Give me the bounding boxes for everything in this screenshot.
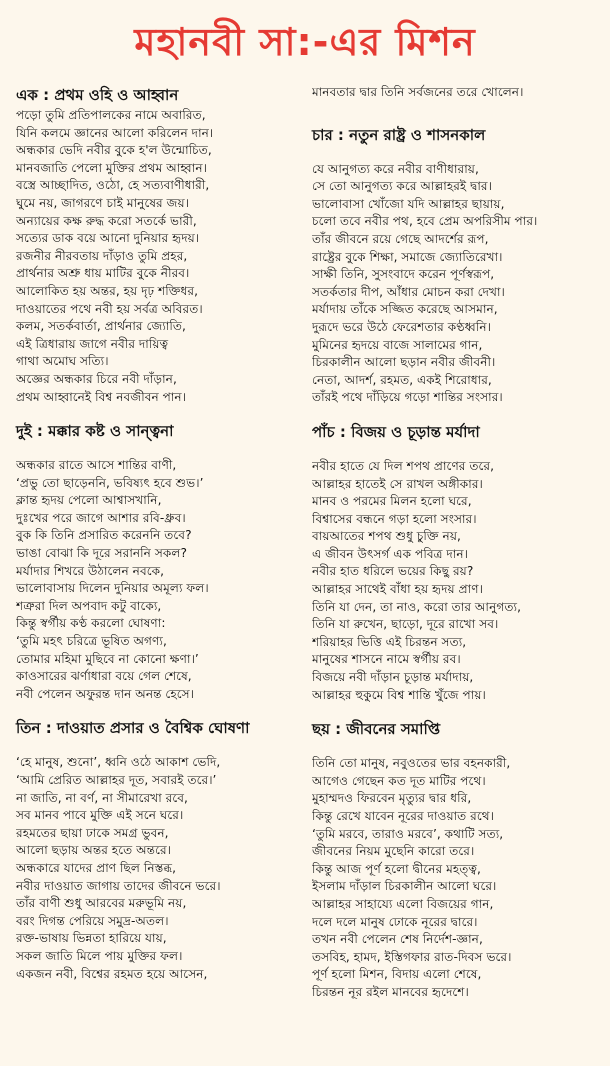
poem-line: চিরকালীন আলো ছড়ান নবীর জীবনী। bbox=[312, 355, 496, 370]
poem-line: বিশ্বাসের বন্ধনে গড়া হলো সংসার। bbox=[312, 511, 477, 526]
poem-line: মানব ও পরমের মিলন হলো ঘরে, bbox=[312, 494, 472, 509]
poem-line: শত্রুরা দিল অপবাদ কটু বাক্যে, bbox=[16, 598, 162, 613]
lead-spacer bbox=[312, 102, 598, 110]
heading-spacer bbox=[312, 147, 598, 161]
section-heading: দুই : মক্কার কষ্ট ও সান্ত্বনা bbox=[16, 422, 174, 441]
poem-line: বায়আতের শপথ শুধু চুক্তি নয়, bbox=[312, 529, 461, 544]
poem-line: যে আনুগত্য করে নবীর বাণীধারায়, bbox=[312, 161, 479, 176]
section-poem bbox=[16, 754, 302, 983]
poem-line: মর্যাদার শিখরে উঠালেন নবকে, bbox=[16, 563, 165, 578]
poem-line: মুহাম্মদও ফিরবেন মৃত্যুর দ্বার ধরি, bbox=[312, 791, 472, 806]
poem-line: নবীর হাতে যে দিল শপথ প্রাণের তরে, bbox=[312, 458, 495, 473]
poem-line: কিন্তু স্বর্গীয় কণ্ঠ করলো ঘোষণা: bbox=[16, 616, 166, 631]
section-poem bbox=[16, 457, 302, 703]
poem-line: প্রার্থনার অশ্রু ধায় মাটির বুকে নীরব। bbox=[16, 266, 190, 281]
poem-line: গাথা অমোঘ সত্যি। bbox=[16, 354, 109, 369]
poem-line: পড়ো তুমি প্রতিপালকের নামে অবারিত, bbox=[16, 108, 206, 122]
poem-line: মর্যাদায় তাঁকে সজ্জিত করেছে আসমান, bbox=[312, 302, 498, 317]
section-two bbox=[16, 420, 302, 703]
poem-line: আল্লাহর হুকুমে বিশ্ব শান্তি খুঁজে পায়। bbox=[312, 687, 486, 702]
poem-line: দুরূদে ভরে উঠে ফেরেশতার কণ্ঠধ্বনি। bbox=[312, 319, 492, 334]
poem-line: ‘তুমি মরবে, তারাও মরবে’, কথাটি সত্য, bbox=[312, 826, 504, 841]
poem-line: আল্লাহর সাহায্যে এলো বিজয়ের গান, bbox=[312, 896, 494, 911]
poem-line: তিনি যা দেন, তা নাও, করো তার আনুগত্য, bbox=[312, 599, 521, 614]
poem-line: অন্ধকার রাতে আসে শান্তির বাণী, bbox=[16, 458, 177, 473]
section-four bbox=[312, 124, 598, 407]
heading-spacer bbox=[312, 741, 598, 755]
section-heading: এক : প্রথম ওহি ও আহ্বান bbox=[16, 86, 179, 104]
section-five bbox=[312, 421, 598, 704]
page-title: মহানবী সা:-এর মিশন bbox=[134, 20, 476, 64]
poem-line: ‘আমি প্রেরিত আল্লাহর দূত, সবারই তরে।’ bbox=[16, 773, 217, 787]
heading-spacer bbox=[16, 740, 302, 754]
poem-line: তসবিহ, হামদ, ইস্তিগফার রাত-দিবস ভরে। bbox=[312, 949, 512, 964]
poem-line: রজনীর নীরবতায় দাঁড়াও তুমি প্রহর, bbox=[16, 248, 188, 263]
section-poem bbox=[312, 458, 598, 704]
heading-spacer bbox=[312, 444, 598, 458]
poem-line: নেতা, আদর্শ, রহমত, একই শিরোধার, bbox=[312, 372, 492, 387]
poem-line: বস্ত্রে আচ্ছাদিত, ওঠো, হে সত্যবাণীধারী, bbox=[16, 178, 210, 193]
poem-line: তাঁরই পথে দাঁড়িয়ে গড়ো শান্তির সংসার। bbox=[312, 390, 503, 405]
poem-line: শরিয়াহর ভিত্তি এই চিরন্তন সত্য, bbox=[312, 634, 467, 649]
poem-line: মুমিনের হৃদয়ে বাজে সালামের গান, bbox=[312, 337, 483, 352]
poem-line: অন্ধকার ভেদি নবীর বুকে হ'ল উন্মোচিত, bbox=[16, 143, 212, 158]
poem-line: চিরন্তন নূর রইল মানবের হৃদেশে। bbox=[312, 984, 469, 999]
poem-line: দুঃখের পরে জাগে আশার রবি-ধ্রুব। bbox=[16, 510, 186, 525]
section-heading: পাঁচ : বিজয় ও চূড়ান্ত মর্যাদা bbox=[312, 422, 480, 441]
poem-line: ভালোবাসা খোঁজো যদি আল্লাহর ছায়ায়, bbox=[312, 196, 505, 211]
poem-line: সত্যের ডাক বয়ে আনো দুনিয়ার হৃদয়। bbox=[16, 231, 200, 246]
poem-line: নবীর হাত ধরিলে ভয়ের কিছু রয়? bbox=[312, 564, 474, 579]
poem-line: একজন নবী, বিশ্বের রহমত হয়ে আসেন, bbox=[16, 966, 208, 981]
section-heading: তিন : দাওয়াত প্রসার ও বৈশ্বিক ঘোষণা bbox=[16, 719, 250, 738]
section-one bbox=[16, 84, 302, 406]
poem-line: সকল জাতি মিলে পায় মুক্তির ফল। bbox=[16, 948, 183, 963]
poem-line: এই ত্রিধারায় জাগে নবীর দায়িত্ব bbox=[16, 336, 169, 351]
poem-line: বরং দিগন্ত পেরিয়ে সমুদ্র-অতল। bbox=[16, 913, 169, 928]
poem-line: অন্যায়ের কক্ষ রুদ্ধ করো সতর্কে ভারী, bbox=[16, 213, 197, 228]
poem-line: তাঁর জীবনে রয়ে গেছে আদর্শের রূপ, bbox=[312, 231, 489, 246]
section-poem bbox=[312, 755, 598, 1001]
poem-line: জীবনের নিয়ম মুছেনি কারো তরে। bbox=[312, 844, 475, 859]
poem-line: মানুষের শাসনে নামে স্বর্গীয় রব। bbox=[312, 652, 461, 667]
poem-line: ভাঙা বোঝা কি দূরে সরাননি সকল? bbox=[16, 546, 187, 561]
section-three bbox=[16, 717, 302, 983]
poem-line: না জাতি, না বর্ণ, না সীমারেখা রবে, bbox=[16, 790, 188, 805]
poem-line: ক্লান্ত হৃদয় পেলো আশ্বাসখানি, bbox=[16, 493, 162, 508]
poem-line: তখন নবী পেলেন শেষ নির্দেশ-জ্ঞান, bbox=[312, 932, 483, 947]
poem-line: এ জীবন উৎসর্গ এক পবিত্র দান। bbox=[312, 546, 468, 561]
poem-line: কাওসারের ঝর্ণাধারা বয়ে গেল শেষে, bbox=[16, 669, 192, 684]
section-poem bbox=[16, 107, 302, 406]
poem-line: রক্ত-ভাষায় ভিন্নতা হারিয়ে যায়, bbox=[16, 931, 167, 946]
poem-line: কিন্তু আজ পূর্ণ হলো দ্বীনের মহত্ত্ব, bbox=[312, 861, 481, 876]
poem-line: সতর্কতার দীপ, আঁধার মোচন করা দেখা। bbox=[312, 284, 505, 299]
poem-line: অন্ধকারে যাদের প্রাণ ছিল নিস্তব্ধ, bbox=[16, 860, 177, 875]
poem-line: সাক্ষী তিনি, সুসংবাদে করেন পূর্ণস্বরূপ, bbox=[312, 267, 495, 282]
poem-line: ‘হে মানুষ, শুনো’, ধ্বনি ওঠে আকাশ ভেদি, bbox=[16, 755, 221, 770]
poem-line: কিন্তু রেখে যাবেন নূরের দাওয়াত রথে। bbox=[312, 809, 495, 823]
poem-line: দাওয়াতের পথে নবী হয় সর্বত্র অবিরত। bbox=[16, 301, 203, 316]
poem-line: রাষ্ট্রের বুকে শিক্ষা, সমাজে জ্যোতিরেখা। bbox=[312, 249, 503, 264]
poem-line: যিনি কলমে জ্ঞানের আলো করিলেন দান। bbox=[16, 125, 214, 140]
poem-line: বুক কি তিনি প্রসারিত করেননি তবে? bbox=[16, 528, 192, 543]
poem-line: সব মানব পাবে মুক্তি এই সনে ঘরে। bbox=[16, 808, 184, 823]
poem-line: প্রথম আহ্বানেই বিশ্ব নবজীবন পান। bbox=[16, 389, 187, 404]
poem-line: আগেও গেছেন কত দূত মাটির পথে। bbox=[312, 773, 486, 788]
poem-line: দলে দলে মানুষ ঢোকে নূরের দ্বারে। bbox=[312, 914, 478, 929]
poem-line: তোমার মহিমা মুছিবে না কোনো ক্ষণা।’ bbox=[16, 651, 199, 666]
poem-line: নবী পেলেন অফুরন্ত দান অনন্ত হেসে। bbox=[16, 686, 195, 701]
poem-line: পূর্ণ হলো মিশন, বিদায় এলো শেষে, bbox=[312, 967, 482, 982]
poem-line: অজ্ঞের অন্ধকার চিরে নবী দাঁড়ান, bbox=[16, 371, 177, 386]
poem-line: আল্লাহর হাতেই সে রাখল অঙ্গীকার। bbox=[312, 476, 483, 491]
poem-line: কলম, সতর্কবার্তা, প্রার্থনার জ্যোতি, bbox=[16, 319, 186, 334]
poem-line: সে তো আনুগত্য করে আল্লাহরই দ্বার। bbox=[312, 179, 492, 194]
poem-line: বিজয়ে নবী দাঁড়ান চূড়ান্ত মর্যাদায়, bbox=[312, 670, 474, 685]
poem-line: ‘তুমি মহৎ চরিত্রে ভূষিত অগণ্য, bbox=[16, 634, 167, 649]
poem-line: আল্লাহর সাথেই বাঁধা হয় হৃদয় প্রাণ। bbox=[312, 582, 483, 597]
poem-line: ঘুমে নয়, জাগরণে চাই মানুষের জয়। bbox=[16, 195, 190, 210]
poem-line: চলো তবে নবীর পথ, হবে প্রেম অপরিসীম পার। bbox=[312, 214, 538, 229]
section-heading: চার : নতুন রাষ্ট্র ও শাসনকাল bbox=[312, 125, 486, 144]
poem-line: ইসলাম দাঁড়াল চিরকালীন আলো ঘরে। bbox=[312, 879, 497, 894]
poem-line: ভালোবাসায় দিলেন দুনিয়ার অমূল্য ফল। bbox=[16, 581, 209, 596]
continued-line: মানবতার দ্বার তিনি সর্বজনের তরে খোলেন। bbox=[312, 85, 524, 99]
left-column bbox=[16, 84, 302, 983]
poem-line: তিনি তো মানুষ, নবুওতের ভার বহনকারী, bbox=[312, 756, 511, 771]
poem-line: আলো ছড়ায় অন্তর হতে অন্তরে। bbox=[16, 843, 172, 858]
poem-line: মানবজাতি পেলো মুক্তির প্রথম আহ্বান। bbox=[16, 160, 207, 175]
poem-line: রহমতের ছায়া ঢাকে সমগ্র ভুবন, bbox=[16, 825, 169, 840]
heading-spacer bbox=[16, 443, 302, 457]
poem-line: নবীর দাওয়াত জাগায় তাদের জীবনে ভরে। bbox=[16, 878, 221, 893]
section-six bbox=[312, 718, 598, 1001]
poem-line: আলোকিত হয় অন্তর, হয় দৃঢ় শক্তিধর, bbox=[16, 283, 198, 298]
poem-line: ‘প্রভু তো ছাড়েননি, ভবিষ্যৎ হবে শুভ।’ bbox=[16, 475, 204, 490]
section-heading: ছয় : জীবনের সমাপ্তি bbox=[312, 720, 441, 739]
section-poem bbox=[312, 161, 598, 407]
right-column bbox=[312, 84, 598, 1002]
poem-line: তাঁর বাণী শুধু আরবের মরুভূমি নয়, bbox=[16, 896, 187, 911]
poem-line: তিনি যা রুখেন, ছাড়ো, দূরে রাখো সব। bbox=[312, 617, 499, 632]
